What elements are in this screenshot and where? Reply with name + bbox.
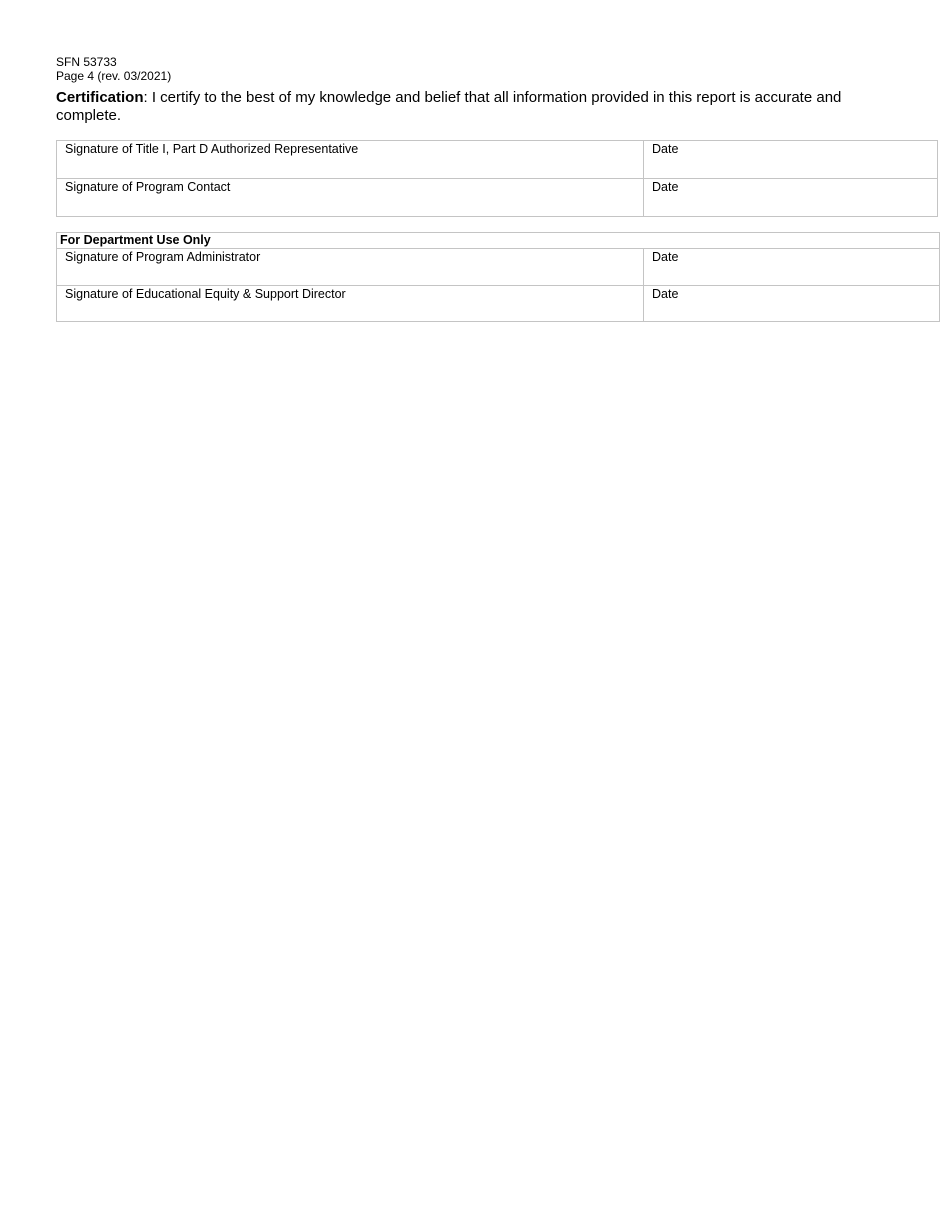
form-id: SFN 53733	[56, 55, 117, 69]
page-info: Page 4 (rev. 03/2021)	[56, 69, 172, 83]
program-administrator-date-field[interactable]: Date	[652, 250, 679, 264]
program-administrator-signature-field[interactable]: Signature of Program Administrator	[57, 249, 644, 285]
signature-row	[57, 178, 937, 217]
authorized-representative-date-field[interactable]: Date	[652, 142, 679, 156]
signature-row	[57, 285, 939, 322]
equity-director-date-field[interactable]: Date	[652, 287, 679, 301]
signature-row	[57, 141, 937, 178]
department-use-title: For Department Use Only	[57, 233, 939, 249]
department-use-table	[56, 232, 940, 322]
authorized-representative-signature-field[interactable]: Signature of Title I, Part D Authorized Representative	[57, 141, 644, 178]
equity-director-signature-field[interactable]: Signature of Educational Equity & Support Director	[57, 286, 644, 322]
certification-text: : I certify to the best of my knowledge and belief that all information provided in this report is accurate and complete.	[56, 89, 842, 124]
program-contact-signature-field[interactable]: Signature of Program Contact	[57, 179, 644, 217]
program-contact-date-field[interactable]: Date	[652, 180, 679, 194]
signature-table	[56, 140, 938, 217]
signature-row	[57, 249, 939, 285]
certification-statement	[56, 89, 906, 125]
certification-label: Certification	[56, 89, 144, 106]
